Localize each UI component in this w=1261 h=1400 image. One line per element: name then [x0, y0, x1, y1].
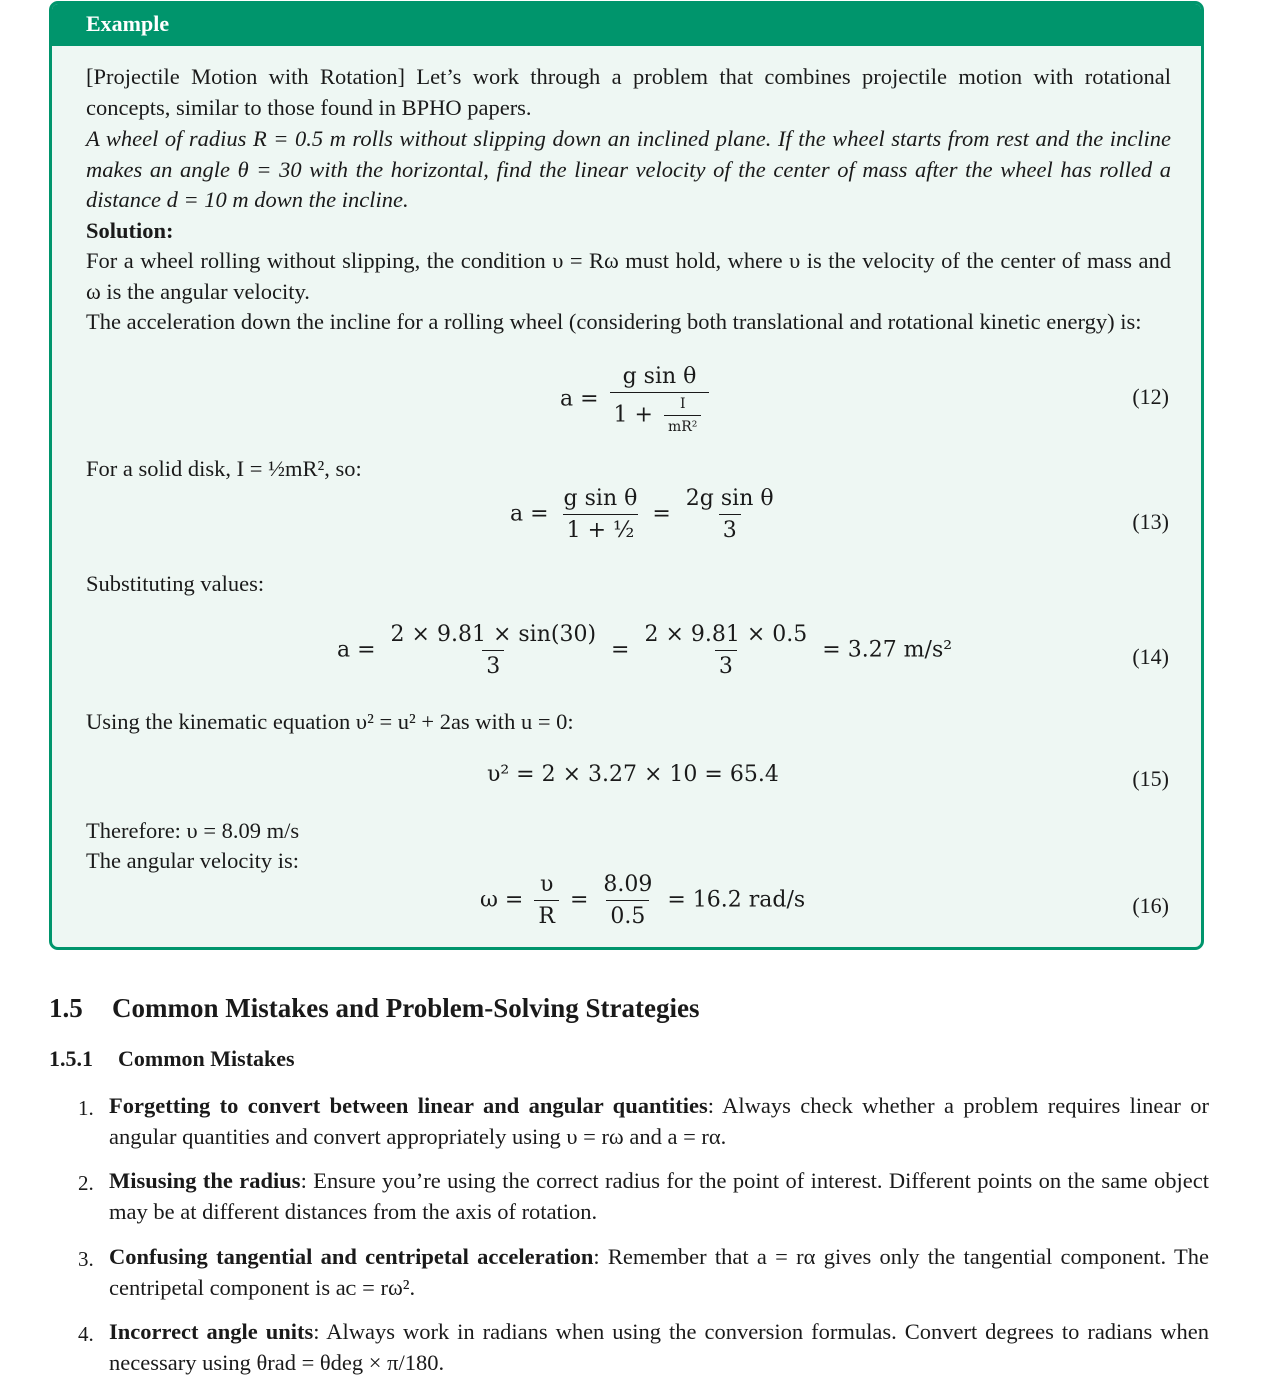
list-item-text: : Remember that a = rα gives only the tangential component. The centripetal component is aᴄ = rω².: [109, 1244, 1209, 1300]
solution-paragraph-6: Therefore: υ = 8.09 m/s: [86, 818, 300, 843]
equation-15: υ² = 2 × 3.27 × 10 = 65.4: [487, 762, 779, 787]
eq14-lhs: a =: [337, 637, 376, 663]
eq16-num2: 8.09: [603, 872, 653, 897]
eq12-numerator: g sin θ: [622, 364, 697, 389]
example-box: [49, 1, 1204, 950]
eq12-den-fraction: [664, 396, 701, 435]
example-problem: A wheel of radius R = 0.5 m rolls without slipping down an inclined plane. If the wheel starts from rest and the incline makes an angle θ = 30 with the horizontal, find the linear velocity of the center of mass after the wheel has rolled a distance d = 10 m down the incline.: [86, 126, 1171, 212]
list-item-text: : Always work in radians when using the conversion formulas. Convert degrees to radians when necessary using θrad = θdeg × π/180.: [109, 1319, 1209, 1375]
eq16-fraction-2: [599, 872, 656, 929]
eq14-rhs: = 3.27 m/s²: [822, 637, 953, 663]
section-title: Common Mistakes and Problem-Solving Strategies: [112, 993, 700, 1023]
list-item-bold: Forgetting to convert between linear and angular quantities: [109, 1093, 708, 1118]
eq12-den-frac-num: I: [679, 396, 686, 412]
eq12-denominator: [610, 392, 710, 435]
subsection-number: 1.5.1: [49, 1046, 93, 1071]
solution-paragraph-1: For a wheel rolling without slipping, the condition υ = Rω must hold, where υ is the velocity of the center of mass and ω is the angular velocity.: [86, 248, 1171, 304]
list-item-bold: Confusing tangential and centripetal acceleration: [109, 1244, 594, 1269]
list-item-bold: Incorrect angle units: [109, 1319, 314, 1344]
equation-14: [337, 622, 952, 679]
list-item-number: 3.: [78, 1247, 94, 1271]
list-item: [109, 1317, 1209, 1378]
eq13-equals: =: [652, 501, 671, 527]
eq13-lhs: a =: [510, 501, 549, 527]
list-item-text: : Ensure you’re using the correct radius for the point of interest. Different points on the same object may be at different distances from the axis of rotation.: [109, 1168, 1209, 1224]
example-intro: [Projectile Motion with Rotation] Let’s work through a problem that combines projectile motion with rotational concepts, similar to those found in BPHO papers.: [86, 64, 1171, 120]
solution-paragraph-3: For a solid disk, I = ½mR², so:: [86, 456, 362, 481]
equation-16: [480, 872, 805, 929]
equation-number-16: (16): [1132, 893, 1169, 918]
eq13-den1: 1 + ½: [563, 514, 639, 543]
equation-number-12: (12): [1132, 384, 1169, 409]
solution-paragraph-7: The angular velocity is:: [86, 848, 300, 873]
equation-13: [510, 486, 782, 543]
solution-paragraph-5: Using the kinematic equation υ² = u² + 2as with u = 0:: [86, 709, 574, 734]
eq16-fraction-1: [534, 872, 559, 929]
equation-number-14: (14): [1132, 644, 1169, 669]
equation-number-13: (13): [1132, 509, 1169, 534]
list-item-number: 4.: [78, 1322, 94, 1346]
solution-paragraph-2: The acceleration down the incline for a rolling wheel (considering both translational and rotational kinetic energy) is:: [86, 309, 1142, 334]
eq13-fraction-2: [682, 486, 778, 543]
example-title: Example: [52, 4, 1201, 46]
eq14-fraction-1: [387, 622, 600, 679]
eq14-den1: 3: [482, 650, 504, 679]
eq14-den2: 3: [715, 650, 737, 679]
list-item-number: 2.: [78, 1171, 94, 1195]
list-item-text: : Always check whether a problem requires linear or angular quantities and convert appropriately using υ = rω and a = rα.: [109, 1093, 1209, 1149]
eq16-den1: R: [534, 900, 559, 929]
eq14-num2: 2 × 9.81 × 0.5: [644, 622, 808, 647]
eq14-fraction-2: [640, 622, 811, 679]
eq12-den-frac-den: mR²: [664, 415, 701, 435]
eq12-lhs: a =: [560, 386, 599, 412]
equation-12: [560, 364, 713, 435]
list-item-bold: Misusing the radius: [109, 1168, 301, 1193]
eq16-num1: υ: [539, 872, 554, 897]
eq13-num2: 2g sin θ: [685, 486, 774, 511]
eq14-num1: 2 × 9.81 × sin(30): [390, 622, 597, 647]
eq13-den2: 3: [719, 514, 741, 543]
eq13-fraction-1: [560, 486, 642, 543]
eq16-rhs: = 16.2 rad/s: [667, 887, 806, 913]
list-item: [109, 1166, 1209, 1227]
eq12-fraction: [610, 364, 710, 435]
eq16-equals: =: [569, 887, 589, 913]
eq13-num1: g sin θ: [563, 486, 638, 511]
solution-paragraph-4: Substituting values:: [86, 571, 265, 596]
section-number: 1.5: [49, 993, 83, 1023]
list-item-number: 1.: [78, 1096, 94, 1120]
eq14-equals: =: [611, 637, 630, 663]
equation-number-15: (15): [1132, 766, 1169, 791]
solution-label: Solution:: [86, 218, 174, 243]
list-item: [109, 1091, 1209, 1152]
eq16-den2: 0.5: [606, 900, 649, 929]
eq16-lhs: ω =: [480, 887, 524, 913]
subsection-title: Common Mistakes: [118, 1046, 295, 1071]
eq12-den-text: 1 +: [613, 402, 653, 428]
list-item: [109, 1242, 1209, 1303]
